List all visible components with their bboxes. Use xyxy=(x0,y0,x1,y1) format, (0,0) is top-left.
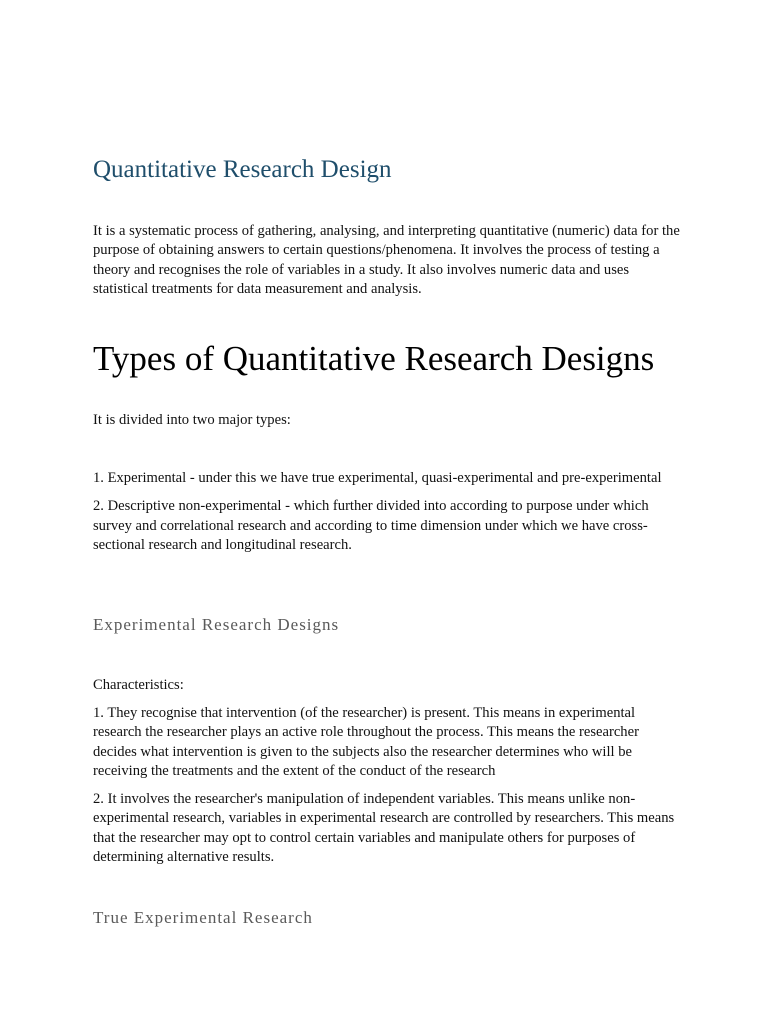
true-experimental-heading: True Experimental Research xyxy=(93,908,313,927)
list-item: 2. Descriptive non-experimental - which further divided into according to purpose under which survey and correlational research and according to time dimension under which we have cross-sectional research and longitudinal research. xyxy=(93,498,649,553)
section-title: Quantitative Research Design xyxy=(93,156,392,183)
list-item: 2. It involves the researcher's manipulation of independent variables. This means unlike non-experimental research, variables in experimental research are controlled by researchers. This means that the researcher may opt to control certain variables and manipulate others for purposes of determining alternative results. xyxy=(93,791,675,866)
types-heading: Types of Quantitative Research Designs xyxy=(93,339,655,378)
list-item: 1. Experimental - under this we have true experimental, quasi-experimental and pre-experimental xyxy=(93,470,662,486)
list-item: 1. They recognise that intervention (of the researcher) is present. This means in experimental research the researcher plays an active role throughout the process. This means the researcher decides what intervention is given to the subjects also the researcher determines who will be receiving the treatments and the extent of the conduct of the research xyxy=(93,705,639,779)
types-intro: It is divided into two major types: xyxy=(93,412,291,428)
types-list xyxy=(93,469,683,555)
intro-paragraph: It is a systematic process of gathering, analysing, and interpreting quantitative (numeric) data for the purpose of obtaining answers to certain questions/phenomena. It involves the process of testing a theory and recognises the role of variables in a study. It also involves numeric data and uses statistical treatments for data measurement and analysis. xyxy=(93,223,680,297)
characteristics-label: Characteristics: xyxy=(93,677,184,693)
experimental-heading: Experimental Research Designs xyxy=(93,615,340,634)
characteristics-list xyxy=(93,704,683,867)
